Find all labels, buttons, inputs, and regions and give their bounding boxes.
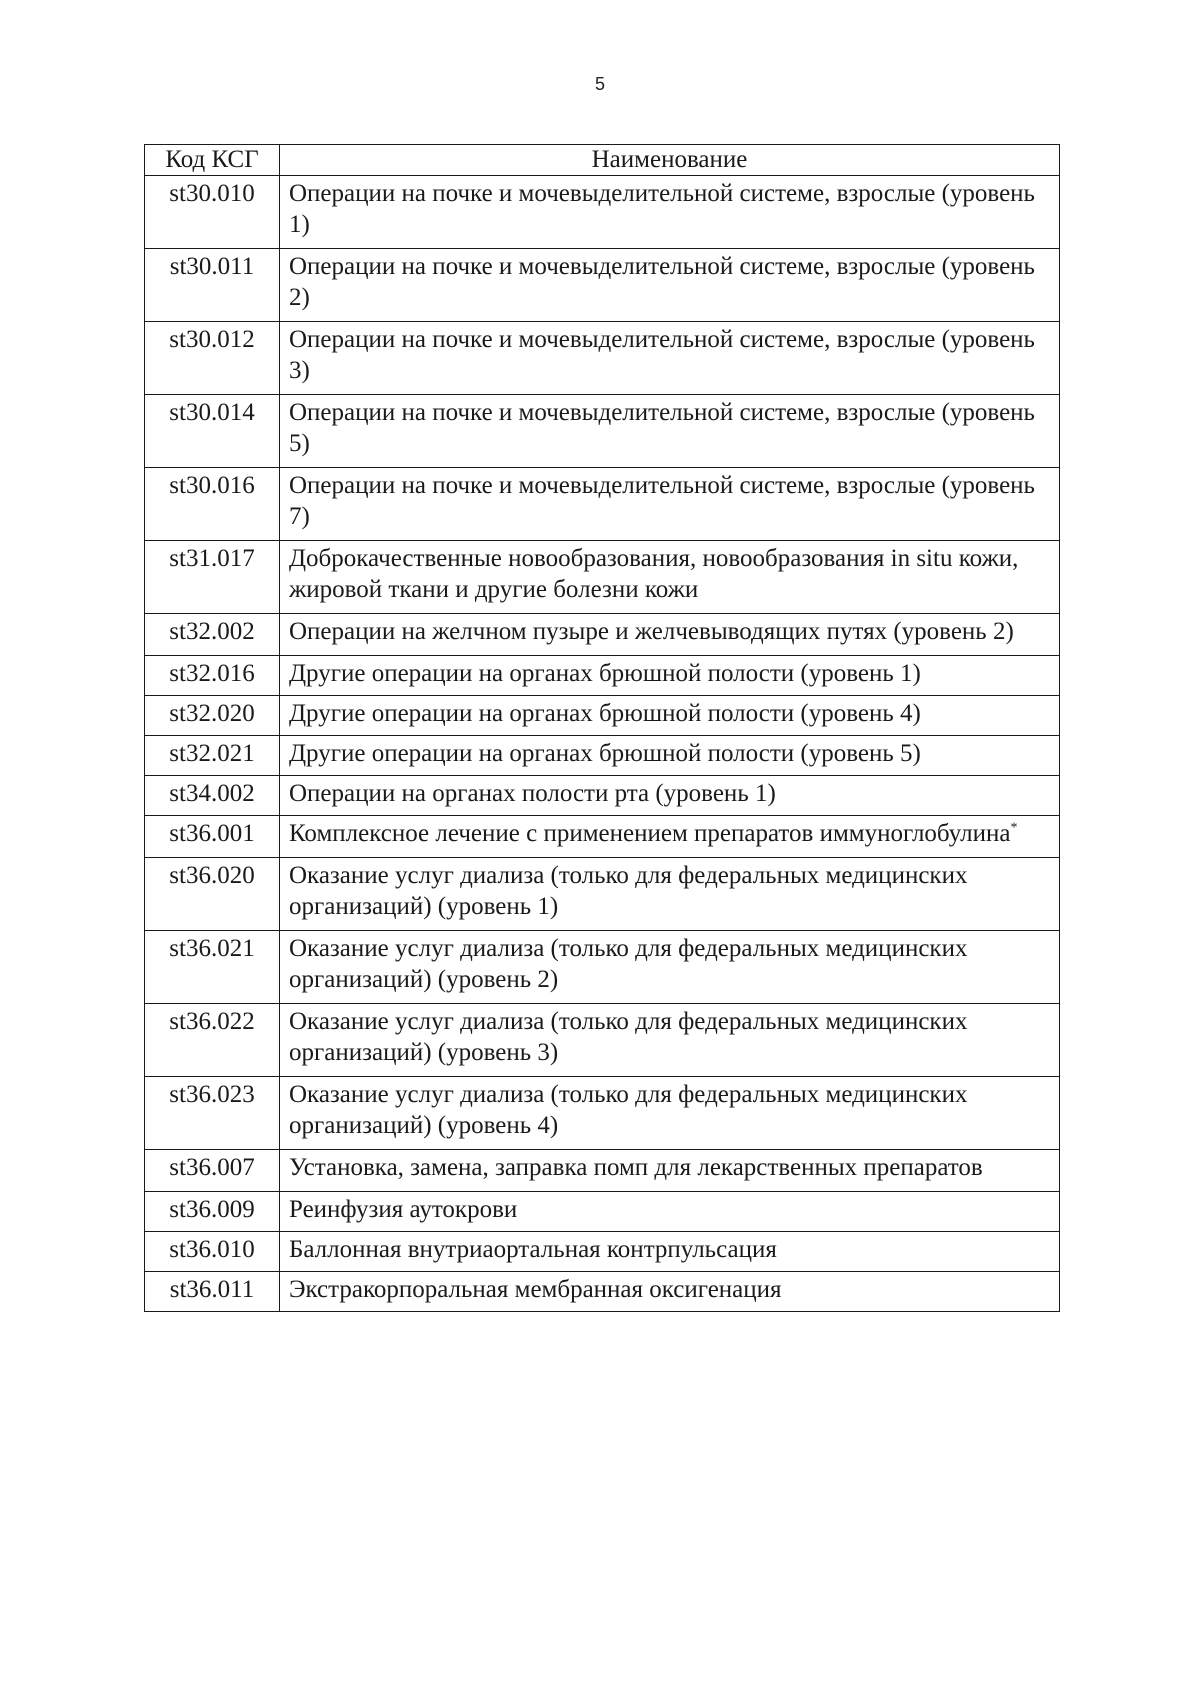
row-name: Операции на почке и мочевыделительной системе, взрослые (уровень 1) xyxy=(280,176,1060,249)
table-row xyxy=(145,696,1060,736)
row-name-text: Комплексное лечение с применением препаратов иммуноглобулина xyxy=(289,820,1011,847)
row-code: st36.009 xyxy=(145,1192,280,1232)
row-name: Операции на почке и мочевыделительной системе, взрослые (уровень 3) xyxy=(280,322,1060,395)
row-code: st32.021 xyxy=(145,736,280,776)
table-row xyxy=(145,541,1060,614)
row-code: st30.012 xyxy=(145,322,280,395)
table-row xyxy=(145,614,1060,656)
row-name: Оказание услуг диализа (только для федеральных медицинских организаций) (уровень 1) xyxy=(280,858,1060,931)
row-name: Реинфузия аутокрови xyxy=(280,1192,1060,1232)
row-code: st30.010 xyxy=(145,176,280,249)
row-code: st36.020 xyxy=(145,858,280,931)
row-name: Оказание услуг диализа (только для федеральных медицинских организаций) (уровень 3) xyxy=(280,1004,1060,1077)
row-code: st36.021 xyxy=(145,931,280,1004)
row-name: Оказание услуг диализа (только для федеральных медицинских организаций) (уровень 4) xyxy=(280,1077,1060,1150)
row-code: st36.007 xyxy=(145,1150,280,1192)
row-code: st34.002 xyxy=(145,776,280,816)
table-row xyxy=(145,176,1060,249)
header-code: Код КСГ xyxy=(145,145,280,176)
table-row xyxy=(145,1192,1060,1232)
row-name: Операции на почке и мочевыделительной системе, взрослые (уровень 7) xyxy=(280,468,1060,541)
table-row xyxy=(145,816,1060,858)
row-name: Операции на желчном пузыре и желчевыводящих путях (уровень 2) xyxy=(280,614,1060,656)
table-row xyxy=(145,1077,1060,1150)
row-name: Другие операции на органах брюшной полости (уровень 4) xyxy=(280,696,1060,736)
row-name: Операции на почке и мочевыделительной системе, взрослые (уровень 5) xyxy=(280,395,1060,468)
table-row xyxy=(145,656,1060,696)
row-code: st31.017 xyxy=(145,541,280,614)
row-code: st36.022 xyxy=(145,1004,280,1077)
table-row xyxy=(145,395,1060,468)
page-number: 5 xyxy=(594,74,605,94)
row-code: st32.020 xyxy=(145,696,280,736)
row-name: Оказание услуг диализа (только для федеральных медицинских организаций) (уровень 2) xyxy=(280,931,1060,1004)
row-code: st30.014 xyxy=(145,395,280,468)
row-name: Другие операции на органах брюшной полости (уровень 5) xyxy=(280,736,1060,776)
row-name: Установка, замена, заправка помп для лекарственных препаратов xyxy=(280,1150,1060,1192)
table-row xyxy=(145,1272,1060,1312)
row-name: Экстракорпоральная мембранная оксигенация xyxy=(280,1272,1060,1312)
row-code: st36.001 xyxy=(145,816,280,858)
table-row xyxy=(145,468,1060,541)
table-row xyxy=(145,1004,1060,1077)
ksg-table xyxy=(144,144,1060,1312)
row-code: st32.016 xyxy=(145,656,280,696)
row-name: Баллонная внутриаортальная контрпульсация xyxy=(280,1232,1060,1272)
footnote-mark: * xyxy=(1010,820,1018,836)
row-code: st30.016 xyxy=(145,468,280,541)
row-name: Операции на почке и мочевыделительной системе, взрослые (уровень 2) xyxy=(280,249,1060,322)
table-row xyxy=(145,249,1060,322)
row-name: Операции на органах полости рта (уровень 1) xyxy=(280,776,1060,816)
table-row xyxy=(145,776,1060,816)
row-code: st36.023 xyxy=(145,1077,280,1150)
header-name: Наименование xyxy=(280,145,1060,176)
row-code: st32.002 xyxy=(145,614,280,656)
table-header-row xyxy=(145,145,1060,176)
row-code: st30.011 xyxy=(145,249,280,322)
table-row xyxy=(145,1150,1060,1192)
row-name: Другие операции на органах брюшной полости (уровень 1) xyxy=(280,656,1060,696)
row-name: Доброкачественные новообразования, новообразования in situ кожи, жировой ткани и другие болезни кожи xyxy=(280,541,1060,614)
row-code: st36.011 xyxy=(145,1272,280,1312)
table-row xyxy=(145,322,1060,395)
table-row xyxy=(145,931,1060,1004)
table-row xyxy=(145,1232,1060,1272)
table-row xyxy=(145,736,1060,776)
row-name xyxy=(280,816,1060,858)
row-code: st36.010 xyxy=(145,1232,280,1272)
table-row xyxy=(145,858,1060,931)
